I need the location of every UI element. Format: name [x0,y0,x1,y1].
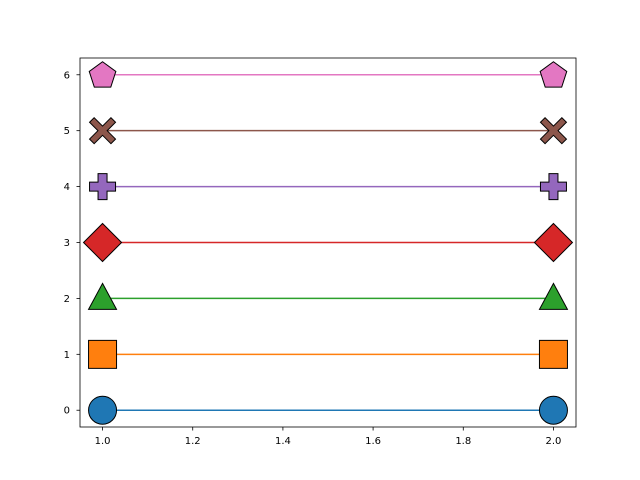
y-tick-label: 1 [63,349,70,361]
x-tick-label: 2.0 [545,436,562,447]
data-point-marker [89,396,117,424]
data-point-marker [89,340,117,368]
data-point-marker [539,340,567,368]
data-point-marker [539,396,567,424]
y-tick-label: 5 [63,126,70,138]
x-tick-label: 1.2 [184,436,201,447]
y-tick-label: 3 [63,238,70,249]
x-tick-label: 1.4 [274,436,291,447]
y-tick-label: 4 [63,182,70,194]
x-tick-label: 1.8 [455,436,472,447]
x-tick-label: 1.6 [365,436,382,447]
y-tick-label: 6 [63,70,70,82]
x-tick-label: 1.0 [94,436,111,447]
y-tick-label: 0 [63,405,70,417]
y-tick-label: 2 [63,293,70,305]
